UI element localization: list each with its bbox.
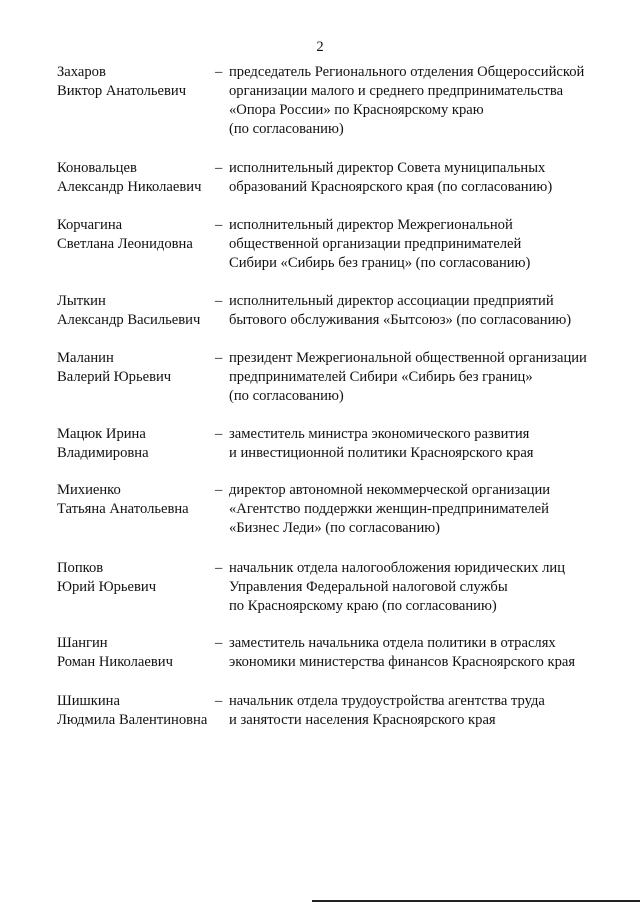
member-role <box>229 559 617 616</box>
member-dash: – <box>215 482 223 498</box>
member-role-line: председатель Регионального отделения Общероссийской <box>229 64 585 80</box>
member-role-line: «Бизнес Леди» (по согласованию) <box>229 520 441 536</box>
member-role-line: (по согласованию) <box>229 121 344 137</box>
member-name-line: Людмила Валентиновна <box>57 712 208 728</box>
member-entry <box>57 63 617 139</box>
member-name-line: Шангин <box>57 635 108 651</box>
member-entry <box>57 425 617 463</box>
member-role <box>229 216 617 273</box>
member-role-line: общественной организации предпринимателей <box>229 236 522 252</box>
member-name-line: Юрий Юрьевич <box>57 579 157 595</box>
member-name <box>57 425 215 463</box>
member-role-line: исполнительный директор ассоциации предприятий <box>229 293 554 309</box>
member-dash: – <box>215 560 223 576</box>
member-entry <box>57 349 617 406</box>
member-name <box>57 63 215 101</box>
member-role-line: по Красноярскому краю (по согласованию) <box>229 598 497 614</box>
member-role-line: и инвестиционной политики Красноярского края <box>229 445 534 461</box>
member-role-line: начальник отдела налогообложения юридических лиц <box>229 560 566 576</box>
member-dash: – <box>215 64 223 80</box>
member-name-line: Коновальцев <box>57 160 137 176</box>
member-name <box>57 559 215 597</box>
member-role-line: (по согласованию) <box>229 388 344 404</box>
member-role-line: образований Красноярского края (по согласованию) <box>229 179 553 195</box>
member-role-line: «Агентство поддержки женщин-предпринимателей <box>229 501 549 517</box>
member-dash: – <box>215 293 223 309</box>
member-entry <box>57 481 617 538</box>
member-name <box>57 692 215 730</box>
member-role-line: экономики министерства финансов Красноярского края <box>229 654 576 670</box>
member-role <box>229 425 617 463</box>
member-role-line: Управления Федеральной налоговой службы <box>229 579 508 595</box>
member-entry <box>57 292 617 330</box>
member-name-line: Александр Васильевич <box>57 312 201 328</box>
member-role-line: заместитель начальника отдела политики в отраслях <box>229 635 556 651</box>
member-role <box>229 292 617 330</box>
member-name-line: Владимировна <box>57 445 149 461</box>
member-role-line: директор автономной некоммерческой организации <box>229 482 551 498</box>
member-role <box>229 481 617 538</box>
member-name <box>57 349 215 387</box>
member-role <box>229 692 617 730</box>
member-name <box>57 481 215 519</box>
member-role <box>229 634 617 672</box>
member-name-line: Шишкина <box>57 693 120 709</box>
member-dash: – <box>215 693 223 709</box>
member-name-line: Корчагина <box>57 217 123 233</box>
member-name-line: Михиенко <box>57 482 121 498</box>
member-name <box>57 292 215 330</box>
member-name <box>57 634 215 672</box>
member-name-line: Лыткин <box>57 293 106 309</box>
member-name-line: Виктор Анатольевич <box>57 83 187 99</box>
member-role-line: бытового обслуживания «Бытсоюз» (по согласованию) <box>229 312 572 328</box>
member-role-line: и занятости населения Красноярского края <box>229 712 496 728</box>
footer-rule <box>312 900 640 902</box>
member-role-line: исполнительный директор Межрегиональной <box>229 217 513 233</box>
member-entry <box>57 159 617 197</box>
member-name-line: Попков <box>57 560 104 576</box>
member-name <box>57 159 215 197</box>
member-name-line: Мацюк Ирина <box>57 426 146 442</box>
member-role-line: «Опора России» по Красноярскому краю <box>229 102 484 118</box>
member-dash: – <box>215 426 223 442</box>
page-number: 2 <box>316 39 324 55</box>
member-name <box>57 216 215 254</box>
member-role <box>229 63 617 139</box>
member-role-line: предпринимателей Сибири «Сибирь без границ» <box>229 369 533 385</box>
member-role-line: президент Межрегиональной общественной организации <box>229 350 587 366</box>
member-dash: – <box>215 217 223 233</box>
member-name-line: Татьяна Анатольевна <box>57 501 189 517</box>
member-dash: – <box>215 160 223 176</box>
member-name-line: Маланин <box>57 350 114 366</box>
member-role-line: организации малого и среднего предпринимательства <box>229 83 564 99</box>
member-entry <box>57 634 617 672</box>
member-entry <box>57 692 617 730</box>
member-name-line: Валерий Юрьевич <box>57 369 172 385</box>
member-dash: – <box>215 350 223 366</box>
member-entry <box>57 216 617 273</box>
member-name-line: Александр Николаевич <box>57 179 202 195</box>
member-name-line: Роман Николаевич <box>57 654 173 670</box>
member-role <box>229 159 617 197</box>
member-list <box>57 63 617 730</box>
member-role-line: Сибири «Сибирь без границ» (по согласованию) <box>229 255 531 271</box>
member-name-line: Светлана Леонидовна <box>57 236 193 252</box>
member-name-line: Захаров <box>57 64 106 80</box>
member-dash: – <box>215 635 223 651</box>
member-role-line: исполнительный директор Совета муниципальных <box>229 160 546 176</box>
member-role-line: начальник отдела трудоустройства агентства труда <box>229 693 545 709</box>
member-role <box>229 349 617 406</box>
member-entry <box>57 559 617 616</box>
member-role-line: заместитель министра экономического развития <box>229 426 530 442</box>
